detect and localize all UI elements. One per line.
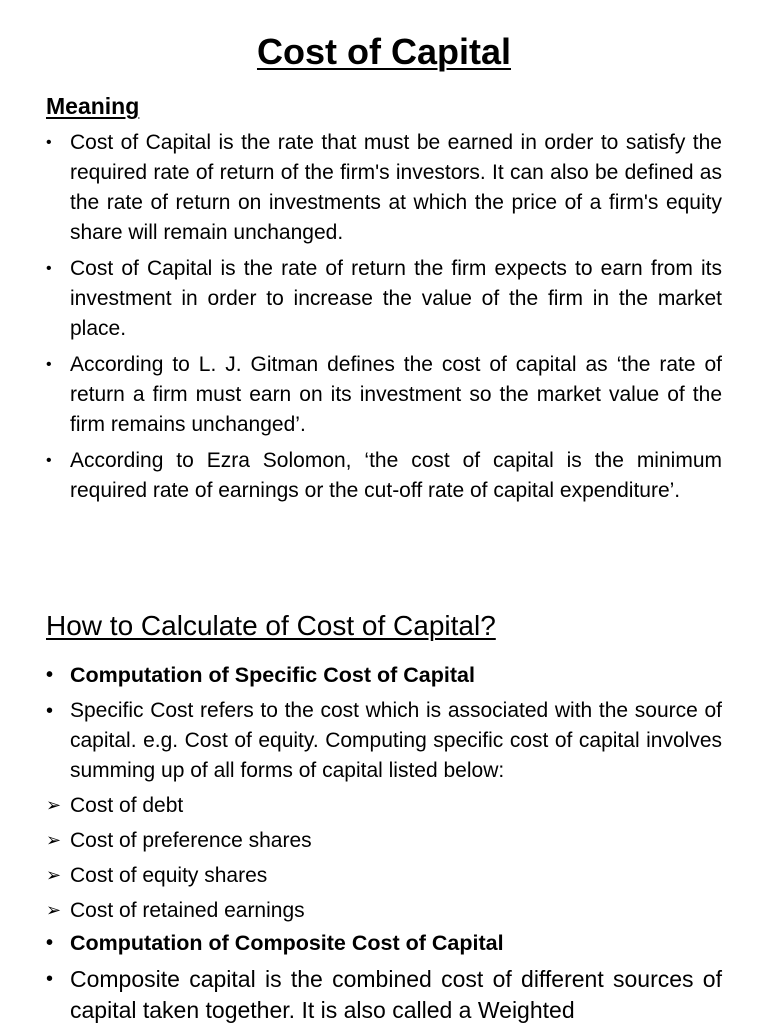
arrow-bullet-icon: ➢ (46, 865, 62, 885)
list-item (46, 788, 722, 823)
meaning-text: Cost of Capital is the rate that must be earned in order to satisfy the required rate of return of the firm's investors. It can also be defined as the rate of return on investments at which the price of a firm's equity share will remain unchanged. (70, 131, 722, 244)
bullet-icon: • (46, 260, 52, 277)
meaning-text: According to Ezra Solomon, ‘the cost of capital is the minimum required rate of earnings or the cut-off rate of capital expenditure’. (70, 449, 722, 502)
arrow-bullet-icon: ➢ (46, 830, 62, 850)
bullet-icon: • (46, 968, 54, 990)
composite-text: Composite capital is the combined cost of different sources of capital taken together. It is also called a Weighted (70, 966, 722, 1023)
specific-item: Cost of equity shares (70, 864, 268, 887)
list-item (46, 660, 722, 690)
composite-heading: Computation of Composite Cost of Capital (70, 931, 504, 955)
bullet-icon: • (46, 932, 54, 954)
specific-item: Cost of preference shares (70, 829, 312, 852)
arrow-bullet-icon: ➢ (46, 795, 62, 815)
specific-item: Cost of debt (70, 794, 184, 817)
list-item (46, 350, 722, 440)
calculate-list (46, 660, 722, 1024)
list-item (46, 254, 722, 344)
meaning-text: Cost of Capital is the rate of return the firm expects to earn from its investment in order to increase the value of the firm in the market place. (70, 257, 722, 340)
bullet-icon: • (46, 356, 52, 373)
bullet-icon: • (46, 134, 52, 151)
page-title: Cost of Capital (256, 31, 511, 72)
list-item (46, 823, 722, 858)
meaning-text: According to L. J. Gitman defines the cost of capital as ‘the rate of return a firm must earn on its investment so the market value of the firm remains unchanged’. (70, 353, 722, 436)
meaning-list (46, 128, 722, 512)
list-item (46, 893, 722, 928)
list-item (46, 696, 722, 786)
specific-heading: Computation of Specific Cost of Capital (70, 663, 475, 687)
specific-text: Specific Cost refers to the cost which is associated with the source of capital. e.g. Cost of equity. Computing specific cost of capital involves summing up of all forms of capital listed below: (70, 699, 722, 782)
list-item (46, 128, 722, 248)
list-item (46, 446, 722, 506)
arrow-bullet-icon: ➢ (46, 900, 62, 920)
bullet-icon: • (46, 700, 54, 722)
list-item (46, 858, 722, 893)
bullet-icon: • (46, 452, 52, 469)
meaning-heading: Meaning (46, 93, 140, 119)
calculate-heading: How to Calculate of Cost of Capital? (46, 610, 496, 641)
bullet-icon: • (46, 664, 54, 686)
list-item (46, 928, 722, 958)
list-item (46, 964, 722, 1024)
specific-item: Cost of retained earnings (70, 899, 305, 922)
